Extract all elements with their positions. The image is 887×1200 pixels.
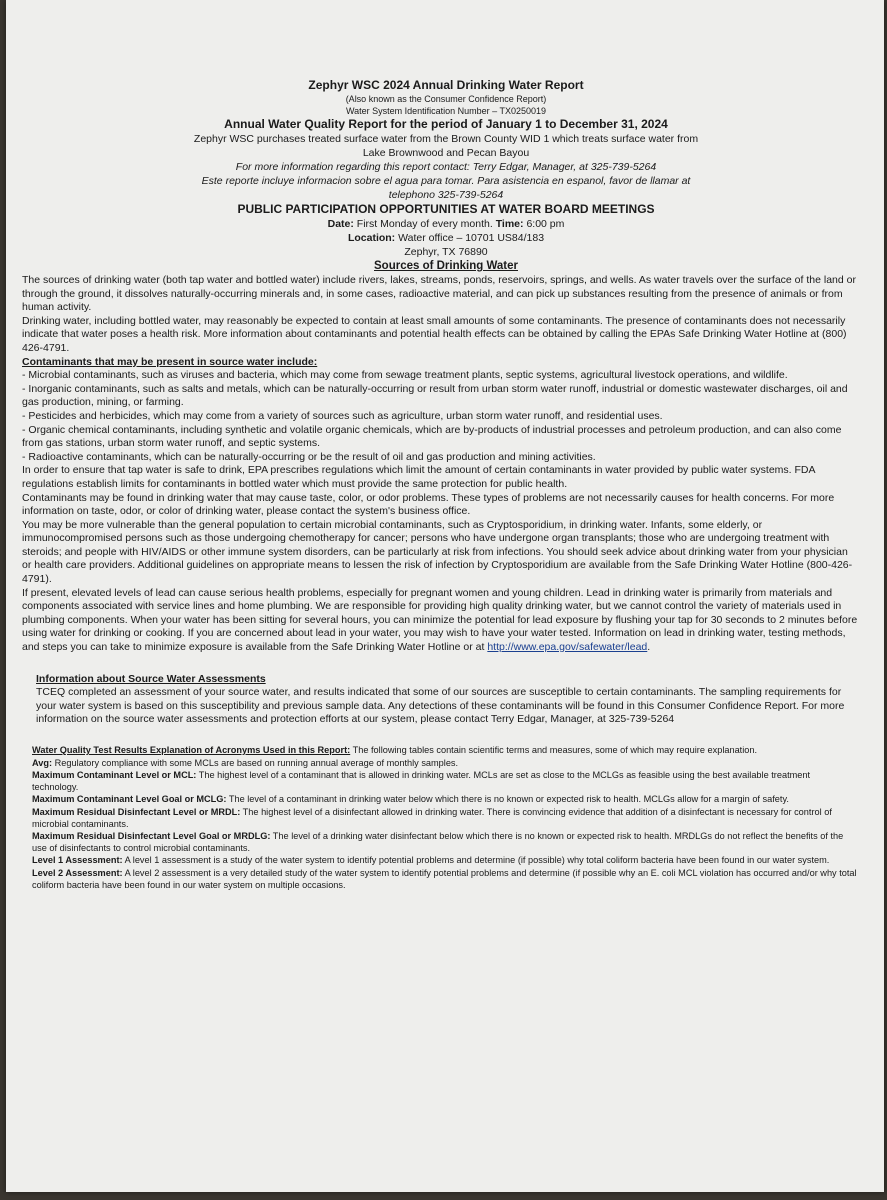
meeting-date [36, 217, 856, 231]
definition-term: Maximum Contaminant Level or MCL: [32, 770, 197, 781]
contaminant-organic: - Organic chemical contaminants, including synthetic and volatile organic chemicals, which are by-products of industrial processes and petroleum production, and can also come from gas stations, urban storm water runoff, and septic systems. [22, 423, 842, 450]
meeting-location [36, 231, 856, 245]
definition-term: Maximum Contaminant Level Goal or MCLG: [32, 794, 227, 805]
time-value: 6:00 pm [526, 218, 565, 230]
date-label: Date: [327, 218, 354, 230]
contaminants-heading: Contaminants that may be present in source water include: [22, 355, 318, 368]
spanish-line-2: telephono 325-739-5264 [388, 189, 504, 201]
definition-item [32, 794, 858, 806]
time-label: Time: [495, 218, 524, 230]
definition-item [32, 855, 858, 867]
definition-text: The level of a contaminant in drinking water below which there is no known or expected risk to health. MCLGs allow for a margin of safety. [226, 794, 789, 805]
report-period: Annual Water Quality Report for the period of January 1 to December 31, 2024 [224, 117, 668, 131]
contaminant-microbial: - Microbial contaminants, such as viruses and bacteria, which may come from sewage treatment plants, septic systems, agricultural livestock operations, and wildlife. [22, 369, 788, 382]
definition-text: A level 1 assessment is a study of the water system to identify potential problems and determine (if possible) why total coliform bacteria have been found in our water system. [122, 855, 830, 866]
sources-paragraph-1: The sources of drinking water (both tap water and bottled water) include rivers, lakes, streams, ponds, reservoirs, springs, and wells. As water travels over the surface of the land or through the ground, it dissolves naturally-occurring minerals and, in some cases, radioactive material, and can pick up substances resulting from the presence of animals or from human activity. [22, 274, 856, 314]
definition-text: The highest level of a disinfectant allowed in drinking water. There is convincing evidence that addition of a disinfectant is necessary for control of microbial contaminants. [32, 806, 832, 829]
definitions-section [32, 745, 858, 891]
sources-paragraph-3: In order to ensure that tap water is safe to drink, EPA prescribes regulations which limit the amount of certain contaminants in water provided by public water systems. FDA regulations establish limits for contaminants in bottled water which must provide the same protection for public health. [22, 464, 815, 490]
epa-lead-link[interactable]: http://www.epa.gov/safewater/lead [487, 641, 648, 654]
spanish-line-1: Este reporte incluye informacion sobre el agua para tomar. Para asistencia en espanol, favor de llamar at [201, 175, 691, 187]
assessment-text: TCEQ completed an assessment of your source water, and results indicated that some of our sources are susceptible to certain contaminants. The sampling requirements for your water system is based on this susceptibility and previous sample data. Any detections of these contaminants will be found in this Consumer Confidence Report. For more information on the source water assessments and protection efforts at our system, please contact Terry Edgar, Manager, at 325-739-5264 [36, 686, 845, 726]
sources-paragraph-4: Contaminants may be found in drinking water that may cause taste, color, or odor problems. These types of problems are not necessarily causes for health concerns. For more information on taste, odor, or color of drinking water, please contact the system's business office. [22, 491, 835, 518]
purchase-line-2: Lake Brownwood and Pecan Bayou [362, 147, 530, 159]
definition-term: Avg: [32, 757, 53, 768]
definition-item [32, 868, 858, 891]
sources-paragraph-6 [22, 587, 858, 655]
definitions-heading: Water Quality Test Results Explanation of Acronyms Used in this Report: [32, 745, 351, 755]
meeting-city: Zephyr, TX 76890 [404, 246, 488, 258]
assessment-section [36, 673, 846, 727]
report-content [22, 78, 858, 892]
definition-text: Regulatory compliance with some MCLs are based on running annual average of monthly samples. [52, 757, 459, 768]
participation-heading: PUBLIC PARTICIPATION OPPORTUNITIES AT WATER BOARD MEETINGS [237, 202, 655, 216]
definition-term: Maximum Residual Disinfectant Level Goal or MRDLG: [32, 831, 271, 842]
sources-paragraph-2: Drinking water, including bottled water, may reasonably be expected to contain at least small amounts of some contaminants. The presence of contaminants does not necessarily indicate that water poses a health risk. More information about contaminants and potential health effects can be obtained by calling the EPAs Safe Drinking Water Hotline at (800) 426-4791. [22, 314, 847, 354]
date-value: First Monday of every month. [356, 218, 493, 230]
location-label: Location: [347, 232, 396, 244]
definition-term: Level 1 Assessment: [32, 855, 123, 866]
assessment-heading: Information about Source Water Assessments [36, 672, 266, 685]
definitions-intro [32, 745, 858, 757]
lead-text-end: . [647, 641, 651, 654]
definition-text: A level 2 assessment is a very detailed study of the water system to identify potential problems and determine (if possible why an E. coli MCL violation has occurred and/or why total coliform bacteria have been found in our water system on multiple occasions. [32, 867, 857, 890]
sources-heading: Sources of Drinking Water [374, 260, 518, 272]
report-page [6, 0, 884, 1192]
definition-item [32, 770, 858, 793]
definition-term: Level 2 Assessment: [32, 867, 123, 878]
definition-text: The level of a drinking water disinfectant below which there is no known or expected risk to health. MRDLGs do not reflect the benefits of the use of disinfectants to control microbial contaminants. [32, 831, 844, 853]
contaminant-inorganic: - Inorganic contaminants, such as salts and metals, which can be naturally-occurring or result from urban storm water runoff, industrial or domestic wastewater discharges, oil and gas production, mining, or farming. [22, 382, 848, 409]
location-value: Water office – 10701 US84/183 [398, 232, 545, 244]
contact-line: For more information regarding this report contact: Terry Edgar, Manager, at 325-739-5264 [235, 161, 657, 173]
lead-text: If present, elevated levels of lead can cause serious health problems, especially for pregnant women and young children. Lead in drinking water is primarily from materials and components associated with service lines and home plumbing. We are responsible for providing high quality drinking water, but we cannot control the variety of materials used in plumbing components. When your water has been sitting for several hours, you can minimize the potential for lead exposure by flushing your tap for 30 seconds to 2 minutes before using water for drinking or cooking. If you are concerned about lead in your water, you may wish to have your water tested. Information on lead in drinking water, testing methods, and steps you can take to minimize exposure is available from the Safe Drinking Water Hotline or at [22, 586, 858, 654]
sources-paragraph-5: You may be more vulnerable than the general population to certain microbial contaminants, such as Cryptosporidium, in drinking water. Infants, some elderly, or immunocompromised persons such as those undergoing chemotherapy for cancer; persons who have undergone organ transplants; those who are undergoing treatment with steroids; and people with HIV/AIDS or other immune system disorders, can be particularly at risk from infections. You should seek advice about drinking water from your physician or health care providers. Additional guidelines on appropriate means to lessen the risk of infection by Cryptosporidium are available from the Safe Drinking Water Hotline (800-426-4791). [22, 518, 853, 586]
purchase-line-1: Zephyr WSC purchases treated surface water from the Brown County WID 1 which treats surface water from [193, 133, 699, 145]
definitions-intro-text: The following tables contain scientific terms and measures, some of which may require explanation. [350, 745, 758, 755]
contaminant-radioactive: - Radioactive contaminants, which can be naturally-occurring or be the result of oil and gas production and mining activities. [22, 450, 596, 463]
definition-text: The highest level of a contaminant that is allowed in drinking water. MCLs are set as close to the MCLGs as feasible using the best available treatment technology. [32, 770, 811, 792]
contaminant-pesticides: - Pesticides and herbicides, which may come from a variety of sources such as agriculture, urban storm water runoff, and residential uses. [22, 409, 663, 422]
definition-term: Maximum Residual Disinfectant Level or MRDL: [32, 806, 241, 817]
report-aka: (Also known as the Consumer Confidence Report) [345, 94, 547, 104]
definition-item [32, 807, 858, 830]
definition-item [32, 758, 858, 770]
report-title: Zephyr WSC 2024 Annual Drinking Water Report [308, 78, 584, 92]
sources-body [22, 274, 858, 655]
system-id: Water System Identification Number – TX0250019 [345, 106, 547, 116]
definition-item [32, 831, 858, 854]
